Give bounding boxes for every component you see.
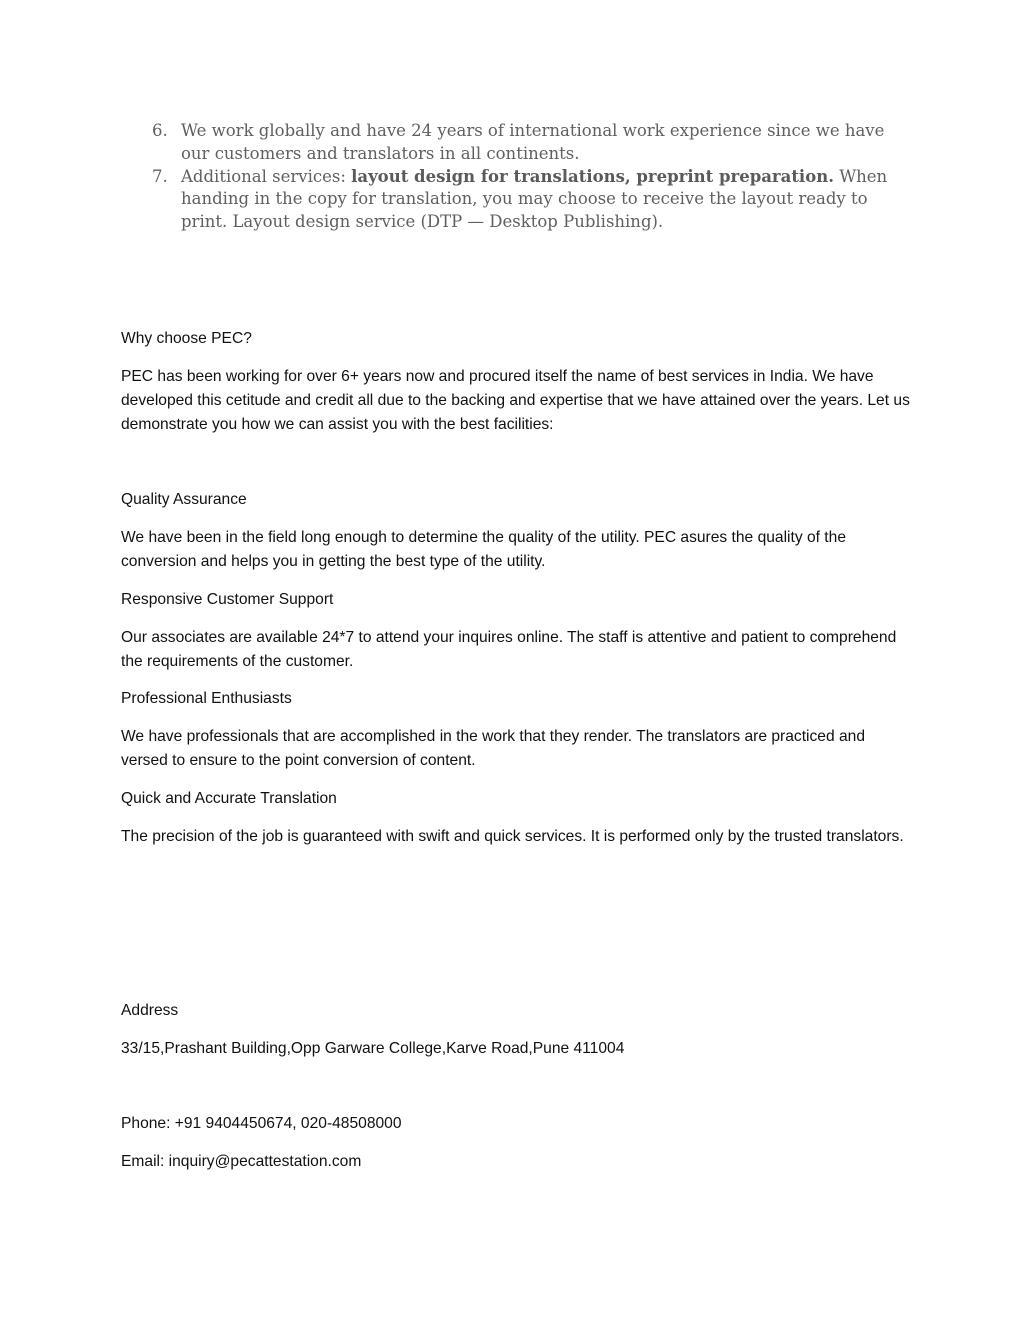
feature-title: Responsive Customer Support (121, 591, 334, 608)
list-item (152, 120, 912, 166)
email-text: Email: inquiry@pecattestation.com (121, 1153, 362, 1170)
feature-text: We have been in the field long enough to determine the quality of the utility. PEC asures the quality of the conversion and helps you in getting the best type of the utility. (121, 529, 846, 570)
why-paragraph: PEC has been working for over 6+ years now and procured itself the name of best services in India. We have developed this cetitude and credit all due to the backing and expertise that we have attained over the years. Let us demonstrate you how we can assist you with the best facilities: (121, 368, 910, 433)
list-text (181, 166, 912, 234)
list-text-lead: Additional services: (181, 166, 352, 186)
feature-title: Quality Assurance (121, 491, 247, 508)
address-heading: Address (121, 1002, 179, 1019)
list-item (152, 166, 912, 234)
list-number: 7. (152, 166, 168, 186)
address-text: 33/15,Prashant Building,Opp Garware College,Karve Road,Pune 411004 (121, 1040, 625, 1057)
why-heading: Why choose PEC? (121, 330, 252, 347)
list-number: 6. (152, 121, 168, 140)
feature-title: Professional Enthusiasts (121, 690, 292, 707)
list-text: We work globally and have 24 years of international work experience since we have our customers and translators in all continents. (181, 121, 885, 163)
feature-text: We have professionals that are accomplished in the work that they render. The translators are practiced and versed to ensure to the point conversion of content. (121, 728, 865, 769)
phone-text: Phone: +91 9404450674, 020-48508000 (121, 1115, 402, 1132)
list-text-tail: When handing in the copy for translation, you may choose to receive the layout ready to print. Layout design service (DTP — Desktop Publishing). (181, 166, 888, 232)
numbered-list (152, 120, 912, 234)
feature-text: The precision of the job is guaranteed with swift and quick services. It is performed only by the trusted translators. (121, 828, 904, 845)
feature-text: Our associates are available 24*7 to attend your inquires online. The staff is attentive and patient to comprehend the requirements of the customer. (121, 629, 897, 670)
list-text-bold: layout design for translations, preprint preparation. (351, 166, 834, 186)
feature-title: Quick and Accurate Translation (121, 790, 337, 807)
